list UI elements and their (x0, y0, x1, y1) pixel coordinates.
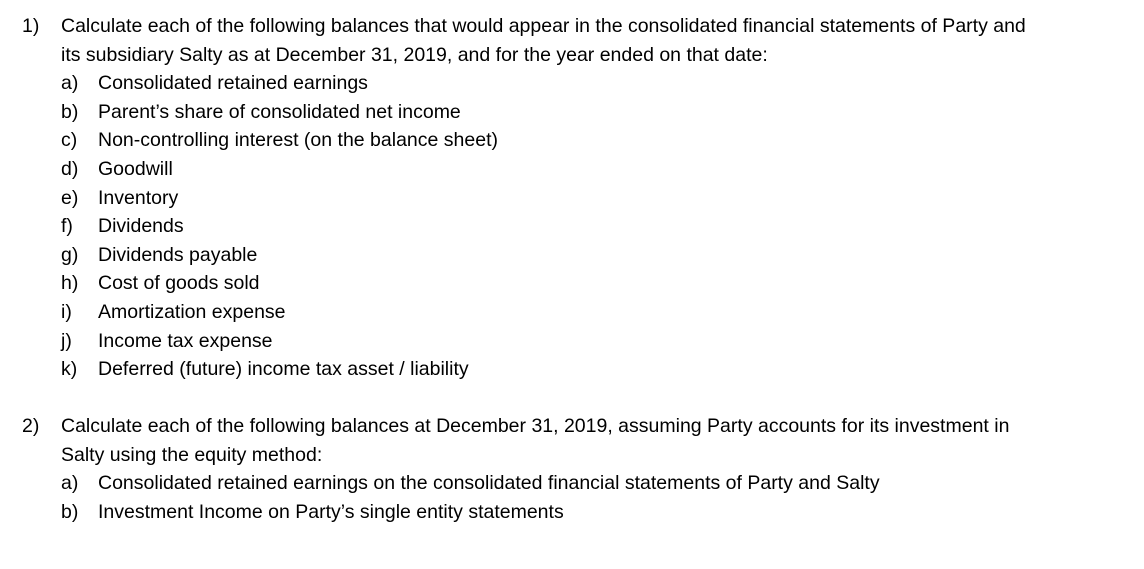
question-stem-line (0, 41, 1144, 70)
list-item-text: Dividends payable (98, 243, 258, 266)
list-item-letter: c) (61, 129, 78, 152)
list-item-letter: g) (61, 243, 79, 266)
list-item-letter: a) (61, 472, 79, 495)
list-item-letter: f) (61, 215, 73, 238)
list-item-text: Amortization expense (98, 300, 286, 323)
list-item (0, 212, 1144, 241)
list-item-letter: i) (61, 300, 72, 323)
list-item (0, 498, 1144, 527)
list-item (0, 355, 1144, 384)
question-stem-text: Salty using the equity method: (61, 443, 323, 466)
list-item (0, 126, 1144, 155)
list-item-text: Income tax expense (98, 329, 273, 352)
list-item-letter: b) (61, 100, 79, 123)
list-item-letter: e) (61, 186, 79, 209)
question-stem-line (0, 412, 1144, 441)
list-item (0, 241, 1144, 270)
list-item-letter: k) (61, 358, 78, 381)
list-item-text: Goodwill (98, 157, 173, 180)
question-2 (0, 412, 1144, 526)
list-item-text: Non-controlling interest (on the balance sheet) (98, 129, 498, 152)
list-item-letter: d) (61, 157, 79, 180)
list-item (0, 327, 1144, 356)
list-item-text: Consolidated retained earnings (98, 72, 368, 95)
list-item-text: Cost of goods sold (98, 272, 260, 295)
question-stem-line (0, 12, 1144, 41)
list-item (0, 69, 1144, 98)
question-number: 1) (22, 15, 40, 37)
list-item (0, 469, 1144, 498)
list-item-letter: b) (61, 500, 79, 523)
list-item-letter: h) (61, 272, 79, 295)
question-stem-text: its subsidiary Salty as at December 31, 2019, and for the year ended on that date: (61, 43, 768, 66)
question-1 (0, 12, 1144, 384)
list-item (0, 298, 1144, 327)
list-item-text: Dividends (98, 215, 184, 238)
question-number: 2) (22, 415, 40, 437)
list-item-text: Investment Income on Party’s single entity statements (98, 500, 564, 523)
list-item (0, 98, 1144, 127)
list-item-text: Parent’s share of consolidated net income (98, 100, 461, 123)
list-item (0, 269, 1144, 298)
list-item-text: Inventory (98, 186, 179, 209)
question-stem-line (0, 441, 1144, 470)
list-item (0, 184, 1144, 213)
list-item-letter: j) (61, 329, 72, 352)
list-item-letter: a) (61, 72, 79, 95)
list-item (0, 155, 1144, 184)
list-item-text: Consolidated retained earnings on the consolidated financial statements of Party and Salty (98, 472, 880, 495)
question-stem-text: Calculate each of the following balances that would appear in the consolidated financial statements of Party and (61, 15, 1026, 37)
question-stem-text: Calculate each of the following balances at December 31, 2019, assuming Party accounts for its investment in (61, 415, 1010, 437)
list-item-text: Deferred (future) income tax asset / liability (98, 358, 469, 381)
